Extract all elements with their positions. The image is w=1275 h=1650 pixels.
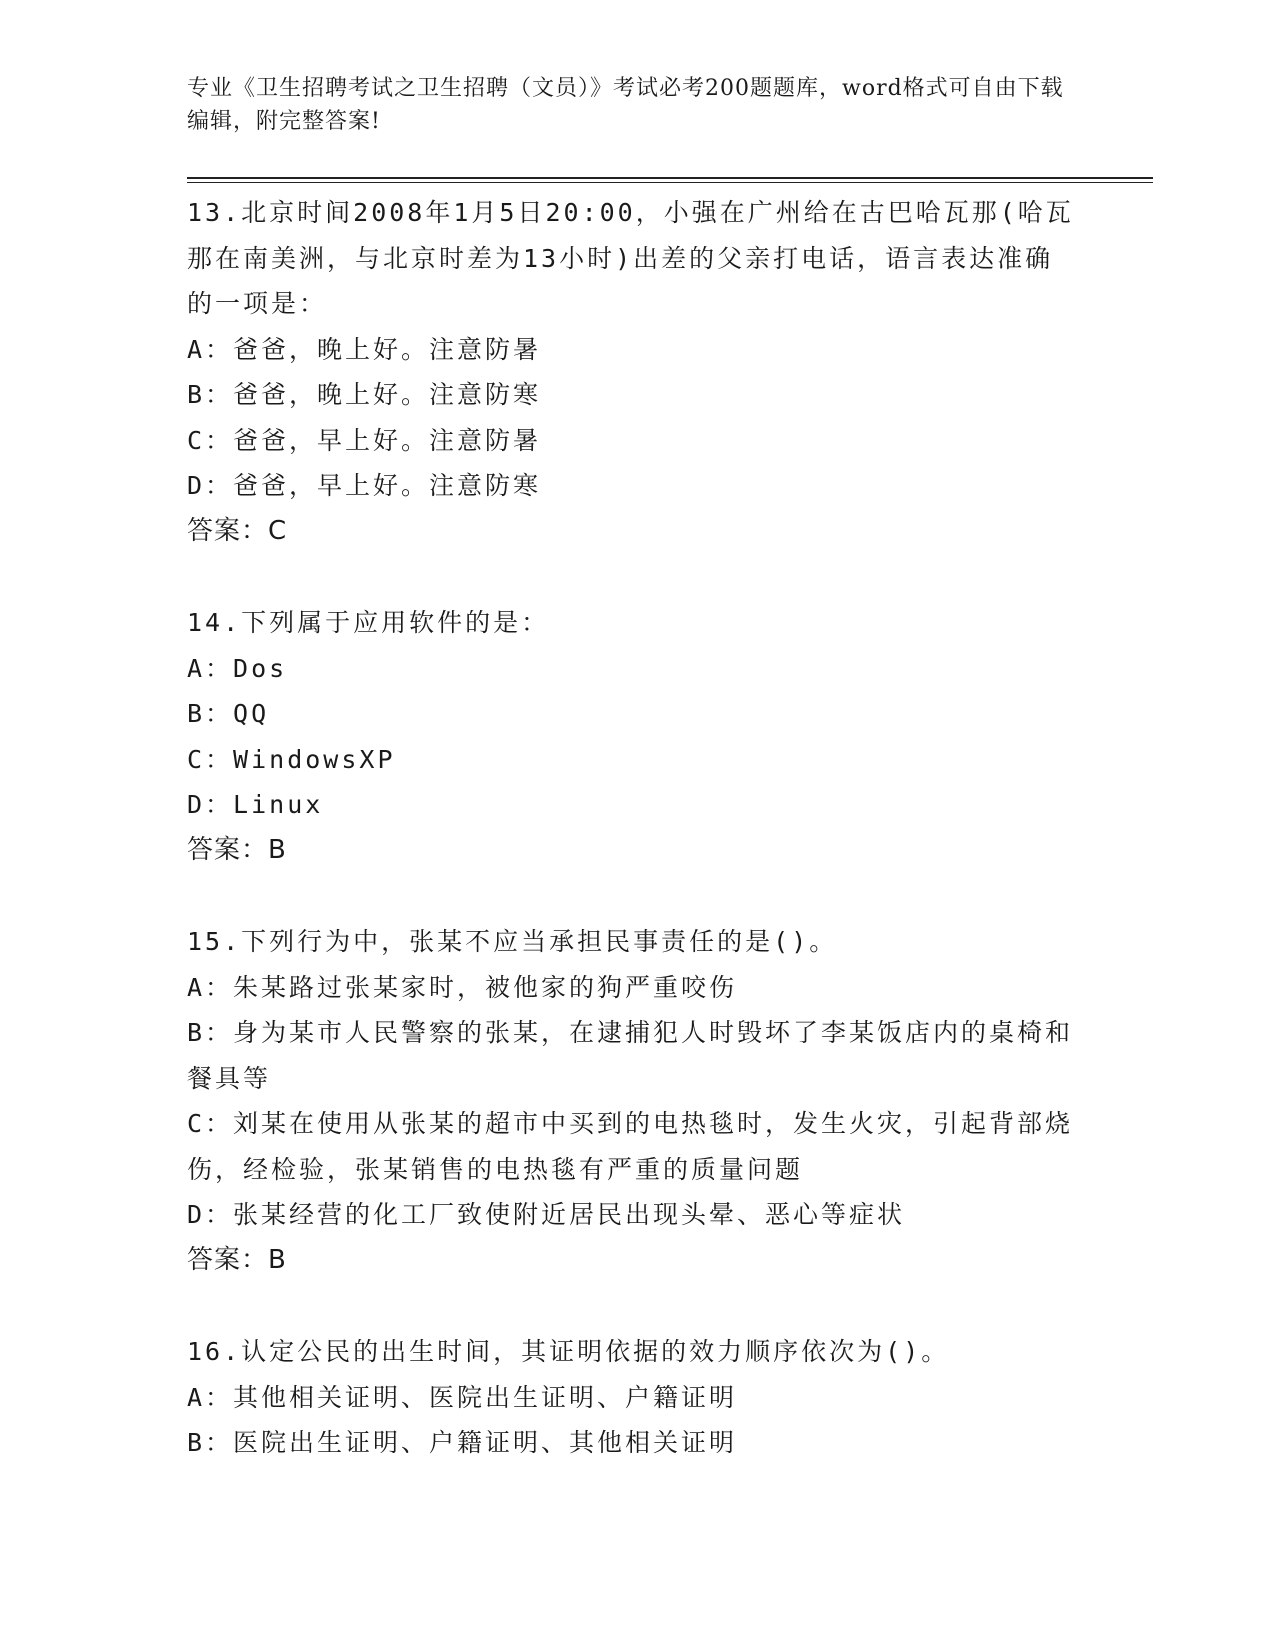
question-16 xyxy=(187,1329,1077,1466)
option-a: A：其他相关证明、医院出生证明、户籍证明 xyxy=(187,1382,738,1412)
question-stem: 15.下列行为中，张某不应当承担民事责任的是()。 xyxy=(187,927,838,956)
document-header: 专业《卫生招聘考试之卫生招聘（文员）》考试必考200题题库，word格式可自由下载编辑，附完整答案! xyxy=(187,76,1064,134)
option-d: D：Linux xyxy=(187,790,324,819)
question-14 xyxy=(187,600,1077,873)
option-c: C：爸爸，早上好。注意防暑 xyxy=(187,425,542,455)
option-a: A：Dos xyxy=(187,653,288,683)
option-b: B：QQ xyxy=(187,699,270,728)
option-a: A：爸爸，晚上好。注意防暑 xyxy=(187,334,542,364)
option-b: B：身为某市人民警察的张某，在逮捕犯人时毁坏了李某饭店内的桌椅和餐具等 xyxy=(187,1018,1074,1093)
option-b: B：医院出生证明、户籍证明、其他相关证明 xyxy=(187,1428,738,1457)
option-c: C：刘某在使用从张某的超市中买到的电热毯时，发生火灾，引起背部烧伤，经检验，张某销售的电热毯有严重的质量问题 xyxy=(187,1109,1074,1184)
option-d: D：张某经营的化工厂致使附近居民出现头晕、恶心等症状 xyxy=(187,1200,906,1229)
option-d: D：爸爸，早上好。注意防寒 xyxy=(187,471,542,500)
answer-line: 答案：C xyxy=(187,515,288,546)
question-stem: 16.认定公民的出生时间，其证明依据的效力顺序依次为()。 xyxy=(187,1337,950,1366)
question-stem: 13.北京时间2008年1月5日20:00，小强在广州给在古巴哈瓦那(哈瓦那在南美洲，与北京时差为13小时)出差的父亲打电话，语言表达准确的一项是： xyxy=(187,198,1074,318)
option-a: A：朱某路过张某家时，被他家的狗严重咬伤 xyxy=(187,972,738,1002)
question-list xyxy=(187,190,1077,1466)
option-b: B：爸爸，晚上好。注意防寒 xyxy=(187,380,542,409)
option-c: C：WindowsXP xyxy=(187,744,396,774)
question-15 xyxy=(187,919,1077,1283)
answer-line: 答案：B xyxy=(187,1244,287,1275)
question-13 xyxy=(187,190,1077,554)
question-stem: 14.下列属于应用软件的是： xyxy=(187,608,550,637)
answer-line: 答案：B xyxy=(187,834,287,865)
header-divider-thin xyxy=(187,182,1153,183)
header-divider-thick xyxy=(187,177,1153,179)
